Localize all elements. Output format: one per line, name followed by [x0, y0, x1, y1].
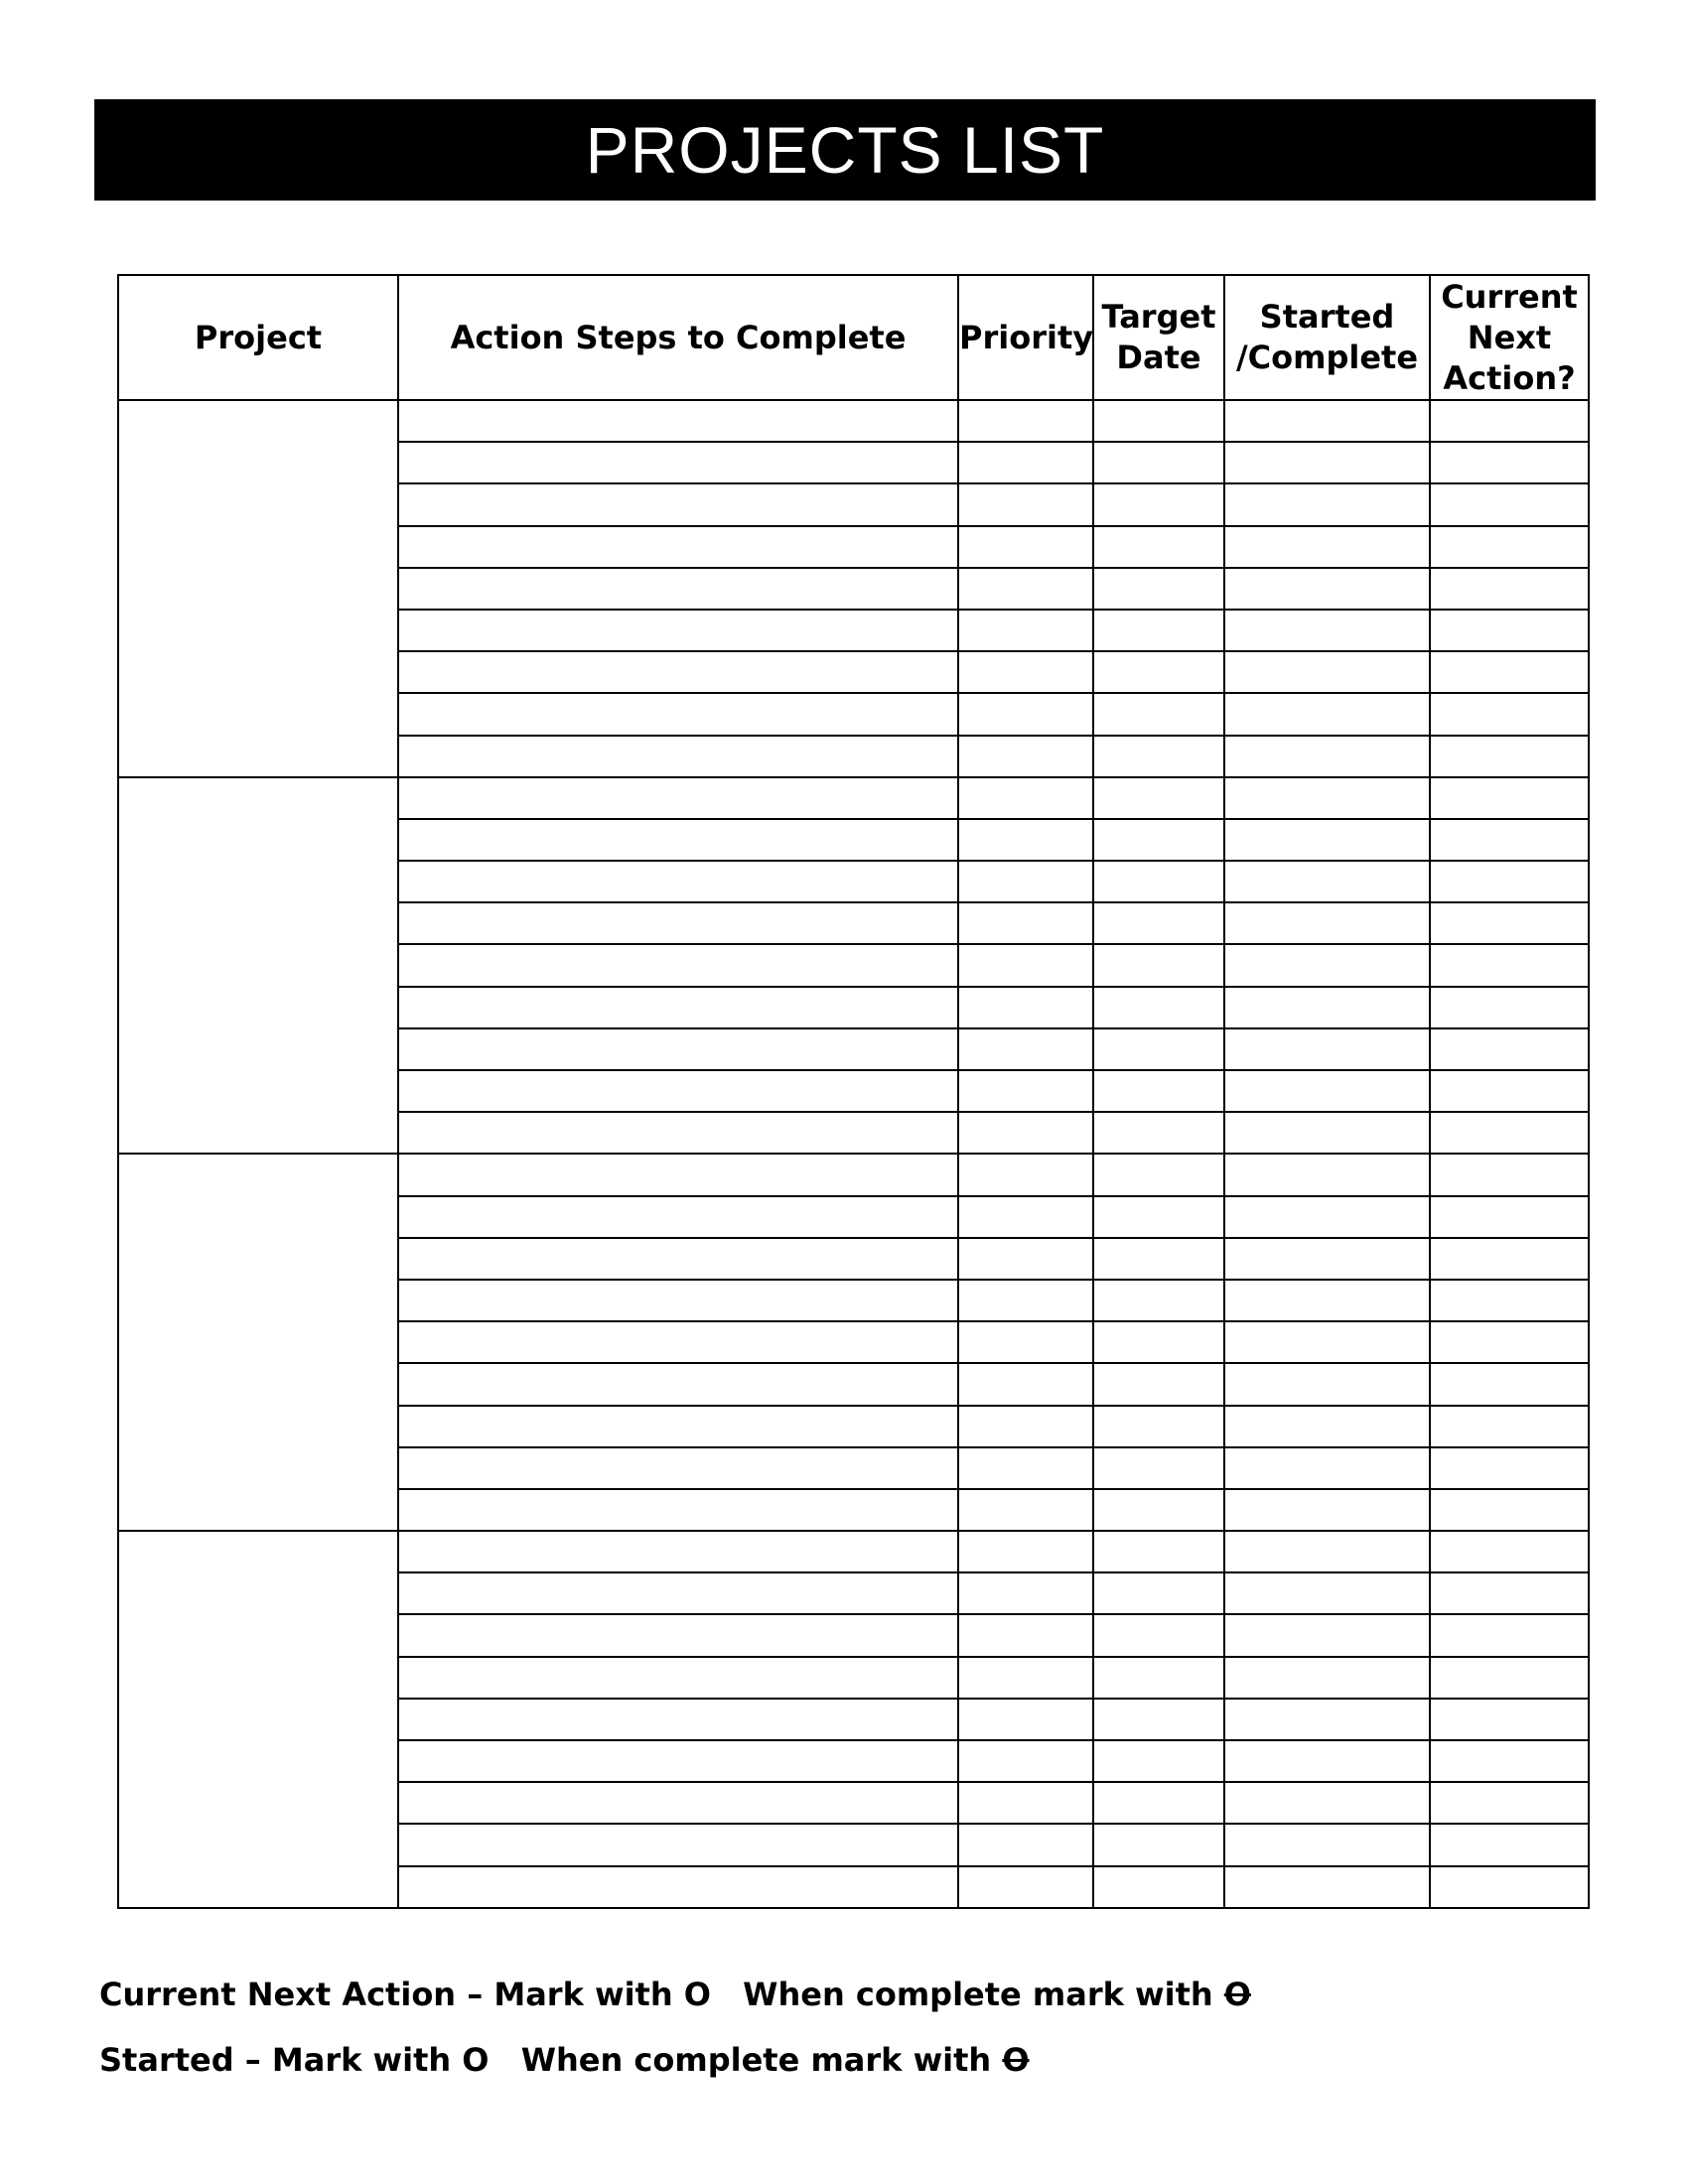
- action-step-cell[interactable]: [398, 1112, 958, 1154]
- legend-current-next-action: [99, 1976, 1250, 2013]
- action-step-cell[interactable]: [398, 1866, 958, 1908]
- target-date-cell[interactable]: [1093, 483, 1224, 525]
- priority-cell[interactable]: [958, 1238, 1093, 1280]
- next-action-cell[interactable]: [1430, 1699, 1589, 1740]
- next-action-cell[interactable]: [1430, 1614, 1589, 1656]
- started-complete-cell[interactable]: [1224, 1238, 1430, 1280]
- next-action-cell[interactable]: [1430, 1321, 1589, 1363]
- started-complete-cell[interactable]: [1224, 1740, 1430, 1782]
- target-date-cell[interactable]: [1093, 736, 1224, 777]
- target-date-cell[interactable]: [1093, 526, 1224, 568]
- target-date-cell[interactable]: [1093, 1447, 1224, 1489]
- next-action-cell[interactable]: [1430, 819, 1589, 861]
- action-step-cell[interactable]: [398, 1321, 958, 1363]
- target-date-cell[interactable]: [1093, 1154, 1224, 1195]
- priority-cell[interactable]: [958, 1154, 1093, 1195]
- target-date-cell[interactable]: [1093, 1699, 1224, 1740]
- priority-cell[interactable]: [958, 568, 1093, 610]
- action-step-cell[interactable]: [398, 1531, 958, 1572]
- target-date-cell[interactable]: [1093, 1363, 1224, 1405]
- started-complete-cell[interactable]: [1224, 1280, 1430, 1321]
- action-step-cell[interactable]: [398, 777, 958, 819]
- target-date-cell[interactable]: [1093, 1280, 1224, 1321]
- next-action-cell[interactable]: [1430, 1447, 1589, 1489]
- priority-cell[interactable]: [958, 1824, 1093, 1865]
- target-date-cell[interactable]: [1093, 610, 1224, 651]
- target-date-cell[interactable]: [1093, 1782, 1224, 1824]
- action-step-cell[interactable]: [398, 736, 958, 777]
- started-complete-cell[interactable]: [1224, 1572, 1430, 1614]
- priority-cell[interactable]: [958, 526, 1093, 568]
- action-step-cell[interactable]: [398, 1363, 958, 1405]
- target-date-cell[interactable]: [1093, 1824, 1224, 1865]
- priority-cell[interactable]: [958, 736, 1093, 777]
- priority-cell[interactable]: [958, 1614, 1093, 1656]
- circle-mark-icon: O: [683, 1976, 711, 2013]
- next-action-cell[interactable]: [1430, 736, 1589, 777]
- target-date-cell[interactable]: [1093, 442, 1224, 483]
- action-step-cell[interactable]: [398, 1782, 958, 1824]
- next-action-cell[interactable]: [1430, 1824, 1589, 1865]
- target-date-cell[interactable]: [1093, 987, 1224, 1028]
- target-date-cell[interactable]: [1093, 1740, 1224, 1782]
- target-date-cell[interactable]: [1093, 777, 1224, 819]
- next-action-cell[interactable]: [1430, 777, 1589, 819]
- action-step-cell[interactable]: [398, 483, 958, 525]
- next-action-cell[interactable]: [1430, 1489, 1589, 1531]
- title-bar: [94, 99, 1596, 201]
- started-complete-cell[interactable]: [1224, 1070, 1430, 1112]
- legend-text: Current Next Action – Mark with: [99, 1976, 684, 2013]
- action-step-cell[interactable]: [398, 1489, 958, 1531]
- table-row: [118, 1531, 1589, 1572]
- action-step-cell[interactable]: [398, 693, 958, 735]
- next-action-cell[interactable]: [1430, 400, 1589, 442]
- next-action-cell[interactable]: [1430, 1280, 1589, 1321]
- target-date-cell[interactable]: [1093, 400, 1224, 442]
- legend-started: [99, 2041, 1028, 2079]
- next-action-cell[interactable]: [1430, 1866, 1589, 1908]
- header-current-next-action: Current Next Action?: [1430, 275, 1589, 400]
- started-complete-cell[interactable]: [1224, 651, 1430, 693]
- action-step-cell[interactable]: [398, 1070, 958, 1112]
- priority-cell[interactable]: [958, 944, 1093, 986]
- priority-cell[interactable]: [958, 1406, 1093, 1447]
- action-step-cell[interactable]: [398, 400, 958, 442]
- target-date-cell[interactable]: [1093, 861, 1224, 902]
- circle-struck-icon: O: [1002, 2041, 1030, 2079]
- header-action-steps: Action Steps to Complete: [398, 275, 958, 400]
- table-row: [118, 777, 1589, 819]
- target-date-cell[interactable]: [1093, 1614, 1224, 1656]
- started-complete-cell[interactable]: [1224, 1866, 1430, 1908]
- started-complete-cell[interactable]: [1224, 610, 1430, 651]
- action-step-cell[interactable]: [398, 861, 958, 902]
- next-action-cell[interactable]: [1430, 861, 1589, 902]
- legend-text: When complete mark with: [488, 2041, 1003, 2079]
- started-complete-cell[interactable]: [1224, 1112, 1430, 1154]
- next-action-cell[interactable]: [1430, 1112, 1589, 1154]
- priority-cell[interactable]: [958, 1447, 1093, 1489]
- priority-cell[interactable]: [958, 610, 1093, 651]
- started-complete-cell[interactable]: [1224, 693, 1430, 735]
- started-complete-cell[interactable]: [1224, 1531, 1430, 1572]
- started-complete-cell[interactable]: [1224, 1447, 1430, 1489]
- priority-cell[interactable]: [958, 693, 1093, 735]
- action-step-cell[interactable]: [398, 1238, 958, 1280]
- started-complete-cell[interactable]: [1224, 442, 1430, 483]
- priority-cell[interactable]: [958, 442, 1093, 483]
- priority-cell[interactable]: [958, 1657, 1093, 1699]
- started-complete-cell[interactable]: [1224, 1782, 1430, 1824]
- priority-cell[interactable]: [958, 1866, 1093, 1908]
- priority-cell[interactable]: [958, 1363, 1093, 1405]
- next-action-cell[interactable]: [1430, 693, 1589, 735]
- next-action-cell[interactable]: [1430, 1238, 1589, 1280]
- priority-cell[interactable]: [958, 1321, 1093, 1363]
- next-action-cell[interactable]: [1430, 1196, 1589, 1238]
- priority-cell[interactable]: [958, 1489, 1093, 1531]
- started-complete-cell[interactable]: [1224, 568, 1430, 610]
- action-step-cell[interactable]: [398, 1406, 958, 1447]
- started-complete-cell[interactable]: [1224, 1406, 1430, 1447]
- started-complete-cell[interactable]: [1224, 1824, 1430, 1865]
- header-project: Project: [118, 275, 398, 400]
- target-date-cell[interactable]: [1093, 1531, 1224, 1572]
- started-complete-cell[interactable]: [1224, 944, 1430, 986]
- project-cell[interactable]: [118, 1531, 398, 1908]
- started-complete-cell[interactable]: [1224, 861, 1430, 902]
- next-action-cell[interactable]: [1430, 610, 1589, 651]
- priority-cell[interactable]: [958, 861, 1093, 902]
- next-action-cell[interactable]: [1430, 1154, 1589, 1195]
- target-date-cell[interactable]: [1093, 1657, 1224, 1699]
- action-step-cell[interactable]: [398, 1154, 958, 1195]
- next-action-cell[interactable]: [1430, 1070, 1589, 1112]
- target-date-cell[interactable]: [1093, 1070, 1224, 1112]
- started-complete-cell[interactable]: [1224, 736, 1430, 777]
- priority-cell[interactable]: [958, 819, 1093, 861]
- next-action-cell[interactable]: [1430, 1657, 1589, 1699]
- projects-table: [117, 274, 1590, 1909]
- action-step-cell[interactable]: [398, 1572, 958, 1614]
- target-date-cell[interactable]: [1093, 1866, 1224, 1908]
- priority-cell[interactable]: [958, 1070, 1093, 1112]
- priority-cell[interactable]: [958, 1572, 1093, 1614]
- priority-cell[interactable]: [958, 1699, 1093, 1740]
- priority-cell[interactable]: [958, 1112, 1093, 1154]
- started-complete-cell[interactable]: [1224, 1196, 1430, 1238]
- started-complete-cell[interactable]: [1224, 987, 1430, 1028]
- table-row: [118, 1154, 1589, 1195]
- started-complete-cell[interactable]: [1224, 902, 1430, 944]
- action-step-cell[interactable]: [398, 1699, 958, 1740]
- header-priority: Priority: [958, 275, 1093, 400]
- target-date-cell[interactable]: [1093, 819, 1224, 861]
- action-step-cell[interactable]: [398, 568, 958, 610]
- next-action-cell[interactable]: [1430, 568, 1589, 610]
- started-complete-cell[interactable]: [1224, 1321, 1430, 1363]
- circle-mark-icon: O: [462, 2041, 490, 2079]
- next-action-cell[interactable]: [1430, 944, 1589, 986]
- target-date-cell[interactable]: [1093, 902, 1224, 944]
- header-target-date: Target Date: [1093, 275, 1224, 400]
- priority-cell[interactable]: [958, 1028, 1093, 1070]
- action-step-cell[interactable]: [398, 1614, 958, 1656]
- priority-cell[interactable]: [958, 902, 1093, 944]
- target-date-cell[interactable]: [1093, 1489, 1224, 1531]
- priority-cell[interactable]: [958, 400, 1093, 442]
- started-complete-cell[interactable]: [1224, 400, 1430, 442]
- started-complete-cell[interactable]: [1224, 1489, 1430, 1531]
- target-date-cell[interactable]: [1093, 568, 1224, 610]
- target-date-cell[interactable]: [1093, 651, 1224, 693]
- action-step-cell[interactable]: [398, 610, 958, 651]
- next-action-cell[interactable]: [1430, 1782, 1589, 1824]
- started-complete-cell[interactable]: [1224, 1363, 1430, 1405]
- table-row: [118, 400, 1589, 442]
- target-date-cell[interactable]: [1093, 944, 1224, 986]
- table-body: [118, 400, 1589, 1908]
- legend-text: When complete mark with: [709, 1976, 1224, 2013]
- started-complete-cell[interactable]: [1224, 777, 1430, 819]
- action-step-cell[interactable]: [398, 1824, 958, 1865]
- priority-cell[interactable]: [958, 1196, 1093, 1238]
- started-complete-cell[interactable]: [1224, 819, 1430, 861]
- action-step-cell[interactable]: [398, 1196, 958, 1238]
- next-action-cell[interactable]: [1430, 526, 1589, 568]
- priority-cell[interactable]: [958, 483, 1093, 525]
- action-step-cell[interactable]: [398, 1657, 958, 1699]
- target-date-cell[interactable]: [1093, 1028, 1224, 1070]
- priority-cell[interactable]: [958, 1280, 1093, 1321]
- next-action-cell[interactable]: [1430, 1406, 1589, 1447]
- action-step-cell[interactable]: [398, 819, 958, 861]
- started-complete-cell[interactable]: [1224, 1699, 1430, 1740]
- project-cell[interactable]: [118, 1154, 398, 1531]
- target-date-cell[interactable]: [1093, 1321, 1224, 1363]
- next-action-cell[interactable]: [1430, 902, 1589, 944]
- started-complete-cell[interactable]: [1224, 526, 1430, 568]
- action-step-cell[interactable]: [398, 1280, 958, 1321]
- target-date-cell[interactable]: [1093, 1238, 1224, 1280]
- page-title: PROJECTS LIST: [585, 113, 1105, 187]
- started-complete-cell[interactable]: [1224, 483, 1430, 525]
- action-step-cell[interactable]: [398, 944, 958, 986]
- next-action-cell[interactable]: [1430, 442, 1589, 483]
- priority-cell[interactable]: [958, 1782, 1093, 1824]
- header-started-complete: Started /Complete: [1224, 275, 1430, 400]
- priority-cell[interactable]: [958, 651, 1093, 693]
- target-date-cell[interactable]: [1093, 1196, 1224, 1238]
- priority-cell[interactable]: [958, 987, 1093, 1028]
- priority-cell[interactable]: [958, 1531, 1093, 1572]
- header-row: [118, 275, 1589, 400]
- next-action-cell[interactable]: [1430, 483, 1589, 525]
- action-step-cell[interactable]: [398, 1447, 958, 1489]
- action-step-cell[interactable]: [398, 987, 958, 1028]
- project-cell[interactable]: [118, 400, 398, 777]
- priority-cell[interactable]: [958, 1740, 1093, 1782]
- target-date-cell[interactable]: [1093, 1572, 1224, 1614]
- action-step-cell[interactable]: [398, 651, 958, 693]
- next-action-cell[interactable]: [1430, 1572, 1589, 1614]
- action-step-cell[interactable]: [398, 1740, 958, 1782]
- priority-cell[interactable]: [958, 777, 1093, 819]
- project-cell[interactable]: [118, 777, 398, 1155]
- started-complete-cell[interactable]: [1224, 1154, 1430, 1195]
- started-complete-cell[interactable]: [1224, 1657, 1430, 1699]
- legend-text: Started – Mark with: [99, 2041, 463, 2079]
- target-date-cell[interactable]: [1093, 693, 1224, 735]
- target-date-cell[interactable]: [1093, 1406, 1224, 1447]
- target-date-cell[interactable]: [1093, 1112, 1224, 1154]
- next-action-cell[interactable]: [1430, 1740, 1589, 1782]
- next-action-cell[interactable]: [1430, 987, 1589, 1028]
- next-action-cell[interactable]: [1430, 1028, 1589, 1070]
- circle-struck-icon: O: [1223, 1976, 1251, 2013]
- next-action-cell[interactable]: [1430, 1531, 1589, 1572]
- action-step-cell[interactable]: [398, 1028, 958, 1070]
- started-complete-cell[interactable]: [1224, 1614, 1430, 1656]
- action-step-cell[interactable]: [398, 526, 958, 568]
- action-step-cell[interactable]: [398, 902, 958, 944]
- next-action-cell[interactable]: [1430, 1363, 1589, 1405]
- action-step-cell[interactable]: [398, 442, 958, 483]
- next-action-cell[interactable]: [1430, 651, 1589, 693]
- started-complete-cell[interactable]: [1224, 1028, 1430, 1070]
